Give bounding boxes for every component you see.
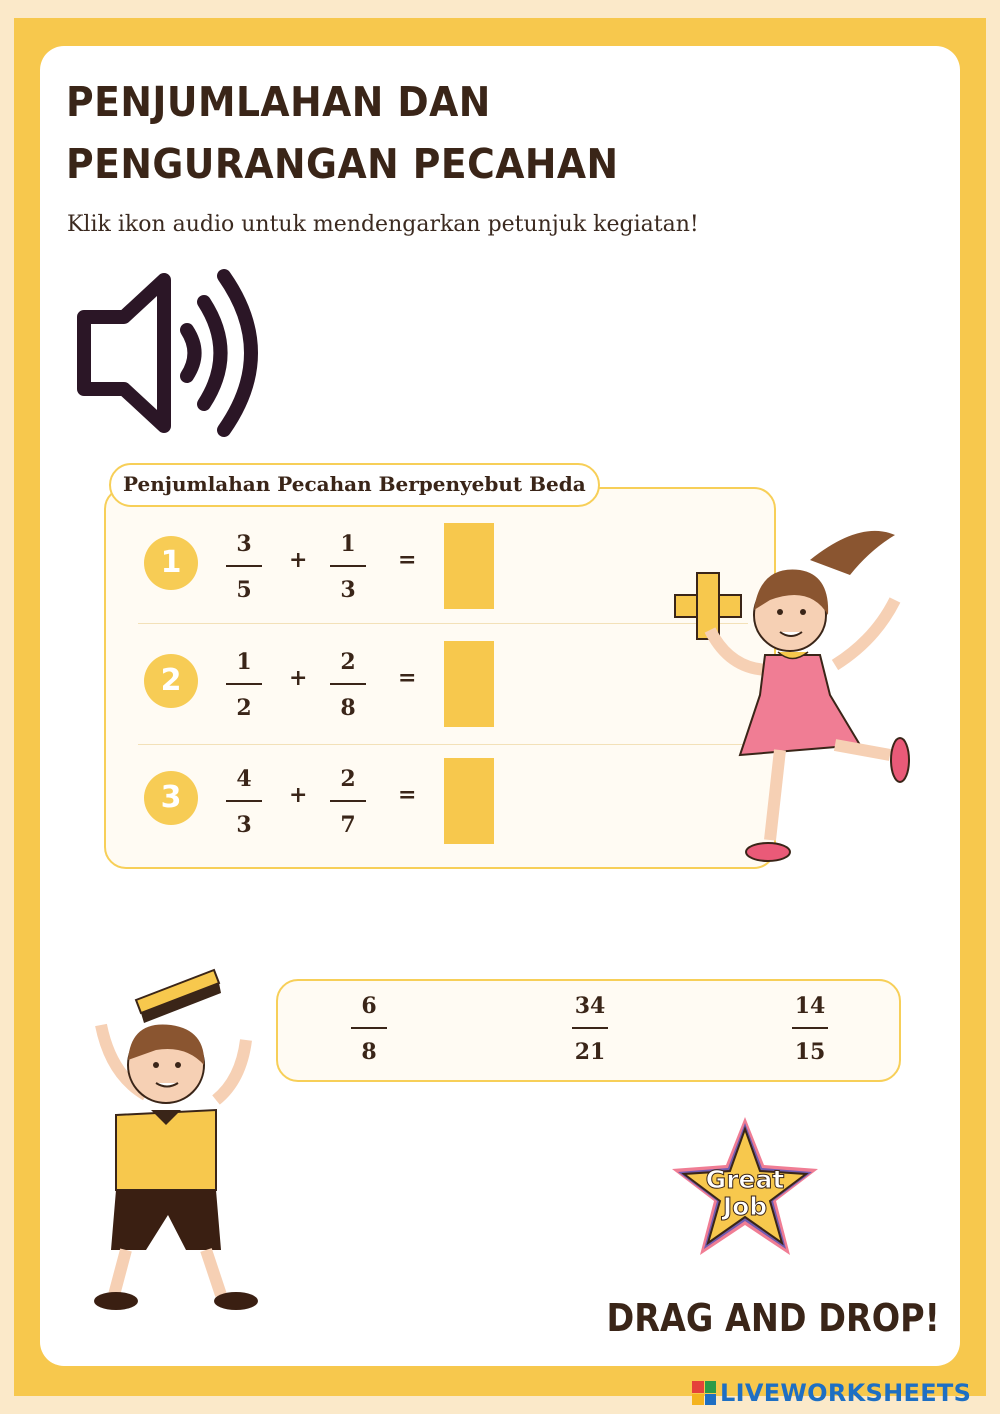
liveworksheets-brand[interactable]: [692, 1378, 971, 1408]
equals-sign: =: [398, 782, 417, 808]
answer-drop-zone-1[interactable]: [444, 523, 494, 609]
draggable-answer-34-21[interactable]: 34 21: [572, 991, 608, 1067]
answer-drop-zone-3[interactable]: [444, 758, 494, 844]
liveworksheets-logo-icon: [692, 1381, 716, 1405]
fraction-1-3: 1 3: [330, 529, 366, 605]
title-line-2: PENGURANGAN PECAHAN: [66, 140, 619, 188]
plus-sign: +: [289, 547, 308, 573]
fraction-2-7: 2 7: [330, 764, 366, 840]
problem-number-badge: 1: [144, 536, 198, 590]
problem-number-badge: 2: [144, 654, 198, 708]
equals-sign: =: [398, 665, 417, 691]
answer-drop-zone-2[interactable]: [444, 641, 494, 727]
fraction-4-3: 4 3: [226, 764, 262, 840]
plus-sign: +: [289, 782, 308, 808]
row-divider: [138, 623, 748, 624]
plus-sign: +: [289, 665, 308, 691]
fraction-3-5: 3 5: [226, 529, 262, 605]
instruction-text: Klik ikon audio untuk mendengarkan petunjuk kegiatan!: [67, 212, 699, 237]
great-job-star-badge: [668, 1113, 823, 1263]
fraction-1-2: 1 2: [226, 647, 262, 723]
section-label: Penjumlahan Pecahan Berpenyebut Beda: [109, 463, 600, 507]
girl-holding-plus-illustration: [670, 520, 920, 880]
liveworksheets-text: LIVEWORKSHEETS: [720, 1379, 972, 1407]
answer-choices-panel: [276, 979, 901, 1082]
star-text-great: Great: [705, 1165, 785, 1194]
speaker-icon[interactable]: [72, 262, 287, 444]
draggable-answer-6-8[interactable]: 6 8: [351, 991, 387, 1067]
drag-and-drop-label: DRAG AND DROP!: [606, 1296, 940, 1340]
draggable-answer-14-15[interactable]: 14 15: [792, 991, 828, 1067]
equals-sign: =: [398, 547, 417, 573]
fraction-2-8: 2 8: [330, 647, 366, 723]
problem-number-badge: 3: [144, 771, 198, 825]
title-line-1: PENJUMLAHAN DAN: [66, 78, 491, 126]
star-text-job: Job: [722, 1192, 768, 1221]
boy-holding-block-illustration: [86, 965, 271, 1320]
